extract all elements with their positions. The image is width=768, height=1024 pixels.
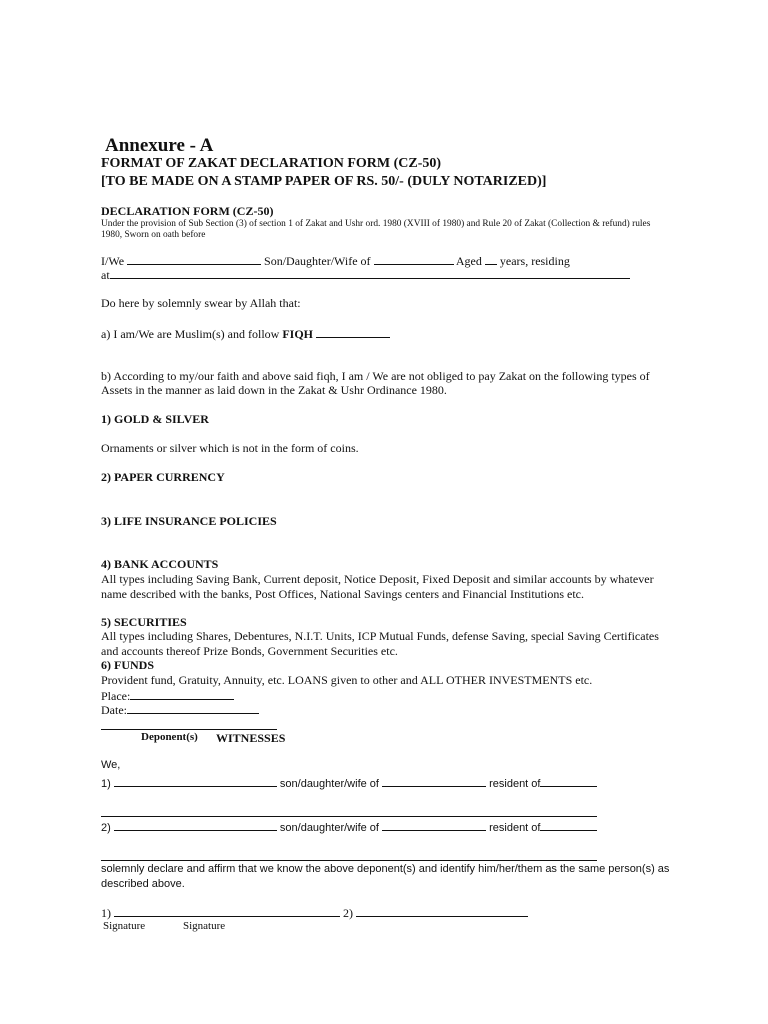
fiqh-label: FIQH xyxy=(282,327,313,341)
witness-2-address-line[interactable] xyxy=(101,860,597,861)
witness-1-number: 1) xyxy=(101,778,111,790)
swear-text: Do here by solemnly swear by Allah that: xyxy=(101,296,301,310)
name-blank[interactable] xyxy=(127,254,261,265)
bank-accounts-heading: 4) BANK ACCOUNTS xyxy=(101,557,219,571)
funds-line: Provident fund, Gratuity, Annuity, etc. LOANS given to other and ALL OTHER INVESTMENTS etc. xyxy=(101,673,593,687)
paper-currency-heading: 2) PAPER CURRENCY xyxy=(101,470,225,484)
witness-2-number: 2) xyxy=(101,822,111,834)
funds-heading: 6) FUNDS xyxy=(101,658,154,672)
muslim-line xyxy=(101,327,390,340)
deponent-signature-line[interactable] xyxy=(101,729,277,730)
annexure-heading: Annexure - A xyxy=(105,135,214,156)
affirm-line-2: described above. xyxy=(101,878,185,890)
at-label: at xyxy=(101,268,110,282)
witness-1-parent-blank[interactable] xyxy=(382,776,486,787)
signature-1-blank[interactable] xyxy=(114,906,340,917)
life-insurance-heading: 3) LIFE INSURANCE POLICIES xyxy=(101,514,277,528)
place-label: Place: xyxy=(101,689,131,703)
faith-line-2: Assets in the manner as laid down in the Zakat & Ushr Ordinance 1980. xyxy=(101,383,447,397)
date-label: Date: xyxy=(101,703,127,717)
witness-1-line xyxy=(101,776,597,790)
witness-2-name-blank[interactable] xyxy=(114,820,277,831)
declaration-heading: DECLARATION FORM (CZ-50) xyxy=(101,204,274,218)
witness-1-relation-label: son/daughter/wife of xyxy=(279,778,379,790)
provision-line-2: 1980, Sworn on oath before xyxy=(101,230,206,240)
witness-2-resident-blank[interactable] xyxy=(540,820,597,831)
bank-accounts-line-1: All types including Saving Bank, Current deposit, Notice Deposit, Fixed Deposit and similar accounts by whatever xyxy=(101,572,654,586)
witnesses-heading: WITNESSES xyxy=(216,731,286,745)
form-subtitle: [TO BE MADE ON A STAMP PAPER OF RS. 50/- (DULY NOTARIZED)] xyxy=(101,174,547,189)
signature-2-blank[interactable] xyxy=(356,906,528,917)
form-title: FORMAT OF ZAKAT DECLARATION FORM (CZ-50) xyxy=(101,156,442,171)
age-blank[interactable] xyxy=(485,254,497,265)
iwe-line xyxy=(101,254,570,267)
faith-line-1: b) According to my/our faith and above said fiqh, I am / We are not obliged to pay Zakat on the following types of xyxy=(101,369,650,383)
witness-1-resident-blank[interactable] xyxy=(540,776,597,787)
securities-line-2: and accounts thereof Prize Bonds, Government Securities etc. xyxy=(101,644,398,658)
bank-accounts-line-2: name described with the banks, Post Offices, National Savings centers and Financial Institutions etc. xyxy=(101,587,585,601)
aged-label: Aged xyxy=(455,254,482,268)
securities-line-1: All types including Shares, Debentures, N.I.T. Units, ICP Mutual Funds, defense Saving, special Saving Certificates xyxy=(101,629,659,643)
signature-line xyxy=(101,906,528,919)
signature-1-number: 1) xyxy=(101,906,111,920)
deponent-label: Deponent(s) xyxy=(141,731,198,743)
address-line xyxy=(101,268,630,281)
witness-2-relation-label: son/daughter/wife of xyxy=(279,822,379,834)
place-line xyxy=(101,689,234,702)
date-line xyxy=(101,703,259,716)
securities-heading: 5) SECURITIES xyxy=(101,615,187,629)
signature-1-label: Signature xyxy=(103,920,146,932)
witness-2-resident-label: resident of xyxy=(489,822,541,834)
provision-line-1: Under the provision of Sub Section (3) of section 1 of Zakat and Ushr ord. 1980 (XVIII of 1980) and Rule 20 of Zakat (Collection & refund) rules xyxy=(101,219,651,229)
we-label: We, xyxy=(101,759,121,771)
signature-2-number: 2) xyxy=(343,906,353,920)
muslim-text: a) I am/We are Muslim(s) and follow xyxy=(101,327,280,341)
place-blank[interactable] xyxy=(130,689,234,700)
gold-silver-text: Ornaments or silver which is not in the form of coins. xyxy=(101,441,359,455)
witness-1-name-blank[interactable] xyxy=(114,776,277,787)
address-blank[interactable] xyxy=(110,268,630,279)
witness-2-line xyxy=(101,820,597,834)
parent-name-blank[interactable] xyxy=(374,254,454,265)
affirm-line-1: solemnly declare and affirm that we know the above deponent(s) and identify him/her/them as the same person(s) as xyxy=(101,863,670,875)
relation-label: Son/Daughter/Wife of xyxy=(264,254,371,268)
witness-1-resident-label: resident of xyxy=(489,778,541,790)
gold-silver-heading: 1) GOLD & SILVER xyxy=(101,412,209,426)
residing-label: years, residing xyxy=(499,254,570,268)
fiqh-blank[interactable] xyxy=(316,327,390,338)
iwe-label: I/We xyxy=(101,254,125,268)
date-blank[interactable] xyxy=(127,703,259,714)
witness-1-address-line[interactable] xyxy=(101,816,597,817)
witness-2-parent-blank[interactable] xyxy=(382,820,486,831)
signature-2-label: Signature xyxy=(183,920,226,932)
